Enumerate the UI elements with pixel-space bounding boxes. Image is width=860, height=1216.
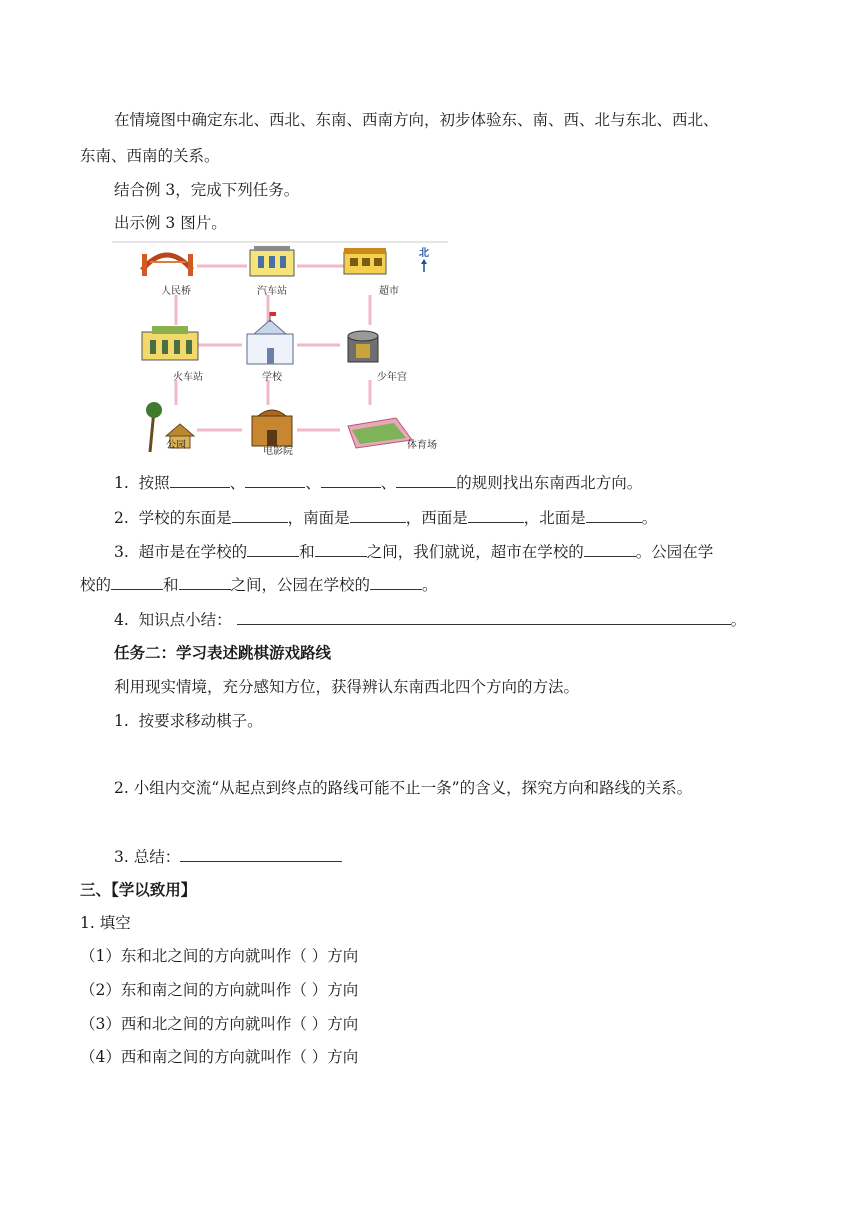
blank-field[interactable] <box>586 507 642 523</box>
label-supermarket: 超市 <box>379 286 399 297</box>
fill-in-title: 1. 填空 <box>80 914 131 932</box>
blank-field[interactable] <box>232 507 288 523</box>
blank-field[interactable] <box>396 472 456 488</box>
blank-field[interactable] <box>315 541 367 557</box>
blank-field[interactable] <box>321 472 381 488</box>
label-youth-palace: 少年宫 <box>377 372 407 383</box>
label-stadium: 体育场 <box>407 440 437 451</box>
blank-field[interactable] <box>247 541 299 557</box>
school-icon <box>247 312 293 364</box>
separator: 、 <box>229 474 246 492</box>
direction-map-illustration <box>112 240 450 458</box>
question-4-number: 4. <box>114 611 129 629</box>
task-2-title: 任务二：学习表述跳棋游戏路线 <box>114 644 332 662</box>
blank-field[interactable] <box>350 507 406 523</box>
question-3-text-a: 超市是在学校的 <box>138 543 248 561</box>
direction-map-svg <box>112 240 450 458</box>
bus-station-icon <box>250 246 294 276</box>
blank-field[interactable] <box>179 574 231 590</box>
task-2-question-1 <box>114 711 263 731</box>
question-3-line-2 <box>80 574 438 595</box>
stadium-icon <box>348 418 412 448</box>
question-4 <box>114 609 746 630</box>
bridge-icon <box>142 254 193 276</box>
section-3-title: 三、【学以致用】 <box>80 881 197 899</box>
question-2-text-c: ，西面是 <box>405 509 468 527</box>
blank-field[interactable] <box>468 507 524 523</box>
label-train-station: 火车站 <box>173 372 203 383</box>
fill-in-item-1: （1）东和北之间的方向就叫作（ ）方向 <box>80 947 359 965</box>
fill-in-item-4: （4）西和南之间的方向就叫作（ ）方向 <box>80 1048 359 1066</box>
intro-line-3: 结合例 3，完成下列任务。 <box>114 181 300 199</box>
intro-line-4: 出示例 3 图片。 <box>114 214 227 232</box>
question-3-text-e: 之间，公园在学校的 <box>230 576 371 594</box>
question-2-text-b: ，南面是 <box>287 509 350 527</box>
question-4-text: 知识点小结： <box>138 611 232 629</box>
question-2 <box>114 507 657 528</box>
question-3-number: 3. <box>114 543 129 561</box>
cinema-icon <box>252 410 292 446</box>
north-arrow-icon <box>421 259 427 272</box>
separator: 、 <box>380 474 397 492</box>
task-2-question-2: 2. 小组内交流“从起点到终点的路线可能不止一条”的含义，探究方向和路线的关系。 <box>114 779 693 797</box>
task-2-question-1-text: 按要求移动棋子。 <box>138 712 263 730</box>
intro-line-2: 东南、西南的关系。 <box>80 147 220 165</box>
supermarket-icon <box>344 248 386 274</box>
question-3-text-d: 校的 <box>80 576 112 594</box>
question-3-text-c: 。公园在学 <box>635 543 714 561</box>
question-1-text-b: 的规则找出东南西北方向。 <box>456 474 643 492</box>
fill-in-item-3: （3）西和北之间的方向就叫作（ ）方向 <box>80 1015 359 1033</box>
train-station-icon <box>142 326 198 360</box>
task-2-question-3-text: 3. 总结： <box>114 848 181 866</box>
summary-blank-field[interactable] <box>180 846 342 862</box>
question-2-number: 2. <box>114 509 129 527</box>
summary-blank-field[interactable] <box>237 609 731 625</box>
task-2-intro: 利用现实情境，充分感知方位，获得辨认东南西北四个方向的方法。 <box>114 678 580 696</box>
question-3-text-b: 之间，我们就说，超市在学校的 <box>366 543 584 561</box>
question-2-text-a: 学校的东面是 <box>138 509 232 527</box>
question-1-text-a: 按照 <box>138 474 170 492</box>
label-park: 公园 <box>166 440 186 451</box>
youth-palace-icon <box>348 331 378 362</box>
blank-field[interactable] <box>584 541 636 557</box>
blank-field[interactable] <box>245 472 305 488</box>
label-school: 学校 <box>262 372 282 383</box>
question-4-end: 。 <box>730 611 747 629</box>
question-3-line-1 <box>114 541 713 562</box>
question-3-end: 。 <box>422 576 438 594</box>
question-1-number: 1. <box>114 474 129 492</box>
question-2-text-d: ，北面是 <box>523 509 586 527</box>
label-cinema: 电影院 <box>263 446 293 457</box>
label-bridge: 人民桥 <box>161 286 191 297</box>
intro-line-1: 在情境图中确定东北、西北、东南、西南方向，初步体验东、南、西、北与东北、西北、 <box>114 111 719 129</box>
separator: 、 <box>305 474 321 492</box>
blank-field[interactable] <box>170 472 230 488</box>
question-3-and: 和 <box>299 543 315 561</box>
blank-field[interactable] <box>111 574 163 590</box>
task-2-question-3 <box>114 846 342 867</box>
task-2-question-1-number: 1. <box>114 712 129 730</box>
north-label: 北 <box>419 248 429 259</box>
question-2-text-e: 。 <box>641 509 658 527</box>
fill-in-item-2: （2）东和南之间的方向就叫作（ ）方向 <box>80 981 359 999</box>
question-3-and-2: 和 <box>163 576 179 594</box>
question-1 <box>114 472 642 493</box>
blank-field[interactable] <box>370 574 422 590</box>
label-bus-station: 汽车站 <box>257 286 287 297</box>
